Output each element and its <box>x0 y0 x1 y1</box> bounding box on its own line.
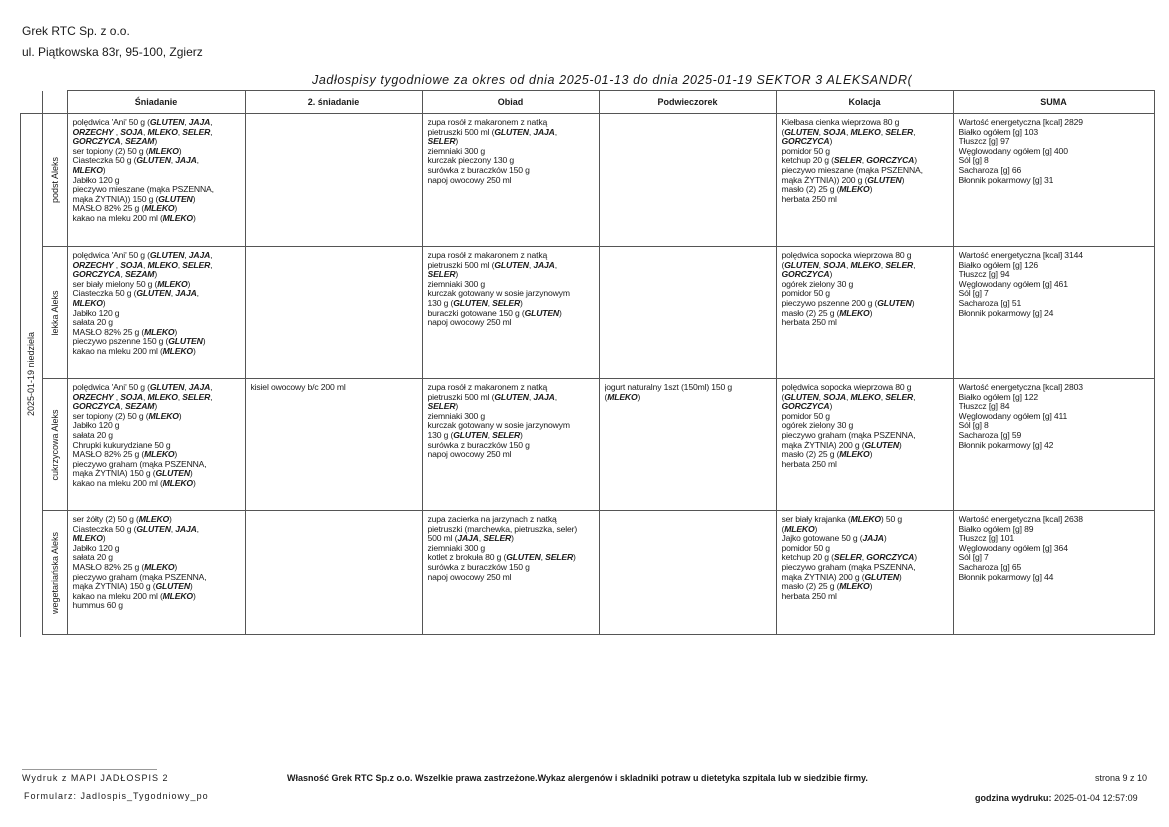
menu-item-line: (GLUTEN, SOJA, MLEKO, SELER, <box>781 392 916 402</box>
menu-item-line: zupa rosół z makaronem z natką <box>427 251 548 260</box>
menu-item-line: ziemniaki 300 g <box>427 543 485 553</box>
day-label: 2025-01-19 niedziela <box>25 332 36 417</box>
menu-item-line: pietruszki 500 ml (GLUTEN, JAJA, <box>427 392 557 402</box>
menu-item-line: Ciasteczka 50 g (GLUTEN, JAJA, <box>72 156 199 166</box>
menu-item-line: 500 ml (JAJA, SELER) <box>427 534 514 544</box>
menu-item-line: surówka z buraczków 150 g <box>427 562 530 572</box>
menu-item-line: kakao na mleku 200 ml (MLEKO) <box>72 591 196 601</box>
menu-item-line: pietruszki (marchewka, pietruszka, seler) <box>427 524 578 534</box>
menu-item-line: masło (2) 25 g (MLEKO) <box>781 450 873 460</box>
menu-item-line: pieczywo mieszane (mąka PSZENNA, <box>781 165 923 175</box>
menu-item-line: ketchup 20 g (SELER, GORCZYCA) <box>781 156 917 166</box>
menu-item-line: mąka ŻYTNIA) 200 g (GLUTEN) <box>781 440 902 450</box>
nutrition-line: Białko ogółem [g] 89 <box>958 524 1034 534</box>
menu-item-line: pieczywo graham (mąka PSZENNA, <box>72 572 207 582</box>
menu-item-line: pietruszki 500 ml (GLUTEN, JAJA, <box>427 260 557 270</box>
nutrition-line: Węglowodany ogółem [g] 411 <box>958 411 1068 421</box>
nutrition-line: Tłuszcz [g] 94 <box>958 270 1010 280</box>
cell-podwieczorek <box>599 247 776 379</box>
menu-item-line: Jabłko 120 g <box>72 175 120 185</box>
menu-item-line: polędwica sopocka wieprzowa 80 g <box>781 383 912 392</box>
menu-item-line: ser biały krajanka (MLEKO) 50 g <box>781 515 902 524</box>
menu-item-line: ziemniaki 300 g <box>427 279 485 289</box>
page-number: strona 9 z 10 <box>1095 773 1148 783</box>
menu-item-line: (GLUTEN, SOJA, MLEKO, SELER, <box>781 260 916 270</box>
menu-item-line: MLEKO) <box>72 298 106 308</box>
menu-item-line: MASŁO 82% 25 g (MLEKO) <box>72 327 178 337</box>
menu-item-line: pieczywo graham (mąka PSZENNA, <box>781 562 916 572</box>
footer-rule <box>22 769 157 770</box>
cell-obiad <box>422 114 599 247</box>
nutrition-line: Sól [g] 8 <box>958 156 989 166</box>
nutrition-line: Węglowodany ogółem [g] 364 <box>958 543 1068 553</box>
diet-label: cukrzycowa Aleks <box>49 408 60 481</box>
menu-item-line: zupa rosół z makaronem z natką <box>427 383 548 392</box>
menu-item-line: polędwica sopocka wieprzowa 80 g <box>781 251 912 260</box>
cell-sniadanie <box>67 247 245 379</box>
cell-sniadanie2 <box>245 247 422 379</box>
cell-suma <box>953 247 1154 379</box>
menu-item-line: jogurt naturalny 1szt (150ml) 150 g <box>604 383 733 392</box>
menu-item-line: MASŁO 82% 25 g (MLEKO) <box>72 204 178 214</box>
footer-printout: Wydruk z MAPI JADŁOSPIS 2 <box>22 773 169 783</box>
cell-suma <box>953 114 1154 247</box>
cell-obiad <box>422 247 599 379</box>
menu-item-line: MLEKO) <box>72 165 106 175</box>
cell-obiad <box>422 511 599 635</box>
cell-podwieczorek <box>599 511 776 635</box>
menu-item-line: kisiel owocowy b/c 200 ml <box>250 383 346 392</box>
cell-sniadanie <box>67 379 245 511</box>
menu-item-line: SELER) <box>427 270 459 280</box>
menu-item-line: GORCZYCA) <box>781 402 833 412</box>
menu-item-line: MLEKO) <box>72 534 106 544</box>
cell-sniadanie2 <box>245 379 422 511</box>
menu-item-line: ogórek zielony 30 g <box>781 421 854 431</box>
menu-item-line: mąka ŻYTNIA)) 200 g (GLUTEN) <box>781 175 905 185</box>
menu-item-line: pomidor 50 g <box>781 289 830 299</box>
col-header-obiad: Obiad <box>422 91 599 114</box>
print-time <box>975 793 1138 803</box>
menu-item-line: sałata 20 g <box>72 318 113 328</box>
cell-kolacja <box>776 511 953 635</box>
menu-item-line: herbata 250 ml <box>781 318 837 328</box>
menu-item-line: ogórek zielony 30 g <box>781 279 854 289</box>
nutrition-line: Sacharoza [g] 65 <box>958 562 1022 572</box>
footer-form: Formularz: Jadlospis_Tygodniowy_po <box>24 791 209 801</box>
diet-cell <box>42 247 67 379</box>
menu-item-line: surówka z buraczków 150 g <box>427 440 530 450</box>
nutrition-line: Sacharoza [g] 51 <box>958 298 1022 308</box>
cell-suma <box>953 511 1154 635</box>
footer-ownership: Własność Grek RTC Sp.z o.o. Wszelkie prawa zastrzeżone.Wykaz alergenów i skladniki potraw u dietetyka szpitala lub w siedzibie firmy. <box>287 773 868 783</box>
nutrition-line: Błonnik pokarmowy [g] 44 <box>958 572 1054 582</box>
diet-label: podst Aleks <box>49 156 60 204</box>
menu-item-line: Jabłko 120 g <box>72 308 120 318</box>
menu-item-line: kakao na mleku 200 ml (MLEKO) <box>72 478 196 488</box>
nutrition-line: Wartość energetyczna [kcal] 2829 <box>958 118 1083 127</box>
nutrition-line: Błonnik pokarmowy [g] 42 <box>958 440 1054 450</box>
nutrition-line: Sacharoza [g] 59 <box>958 430 1022 440</box>
menu-item-line: ketchup 20 g (SELER, GORCZYCA) <box>781 553 917 563</box>
menu-item-line: sałata 20 g <box>72 553 113 563</box>
nutrition-line: Wartość energetyczna [kcal] 2638 <box>958 515 1083 524</box>
nutrition-line: Węglowodany ogółem [g] 400 <box>958 146 1068 156</box>
nutrition-line: Sól [g] 7 <box>958 289 989 299</box>
menu-item-line: napoj owocowy 250 ml <box>427 318 512 328</box>
menu-item-line: ziemniaki 300 g <box>427 146 485 156</box>
menu-item-line: pomidor 50 g <box>781 411 830 421</box>
menu-item-line: Jajko gotowane 50 g (JAJA) <box>781 534 887 544</box>
print-time-label: godzina wydruku: <box>975 793 1052 803</box>
cell-sniadanie <box>67 511 245 635</box>
menu-item-line: napoj owocowy 250 ml <box>427 572 512 582</box>
menu-item-line: masło (2) 25 g (MLEKO) <box>781 185 873 195</box>
diet-label: wegetariańska Aleks <box>49 531 60 614</box>
diet-cell <box>42 511 67 635</box>
col-header-suma: SUMA <box>953 91 1154 114</box>
cell-sniadanie2 <box>245 511 422 635</box>
menu-item-line: mąka ŻYTNIA) 200 g (GLUTEN) <box>781 572 902 582</box>
menu-item-line: Kiełbasa cienka wieprzowa 80 g <box>781 118 900 127</box>
menu-item-line: napoj owocowy 250 ml <box>427 175 512 185</box>
menu-item-line: GORCZYCA, SEZAM) <box>72 270 158 280</box>
day-cell <box>20 114 42 635</box>
menu-item-line: MASŁO 82% 25 g (MLEKO) <box>72 562 178 572</box>
menu-item-line: pietruszki 500 ml (GLUTEN, JAJA, <box>427 127 557 137</box>
menu-item-line: SELER) <box>427 402 459 412</box>
menu-table <box>20 90 1155 635</box>
menu-item-line: kurczak gotowany w sosie jarzynowym <box>427 289 570 299</box>
menu-item-line: SELER) <box>427 137 459 147</box>
menu-item-line: polędwica 'Ani' 50 g (GLUTEN, JAJA, <box>72 251 213 260</box>
col-header-podwieczorek: Podwieczorek <box>599 91 776 114</box>
menu-item-line: ORZECHY , SOJA, MLEKO, SELER, <box>72 260 213 270</box>
menu-item-line: ser biały mielony 50 g (MLEKO) <box>72 279 191 289</box>
nutrition-line: Białko ogółem [g] 126 <box>958 260 1038 270</box>
nutrition-line: Sacharoza [g] 66 <box>958 165 1022 175</box>
menu-item-line: kotlet z brokuła 80 g (GLUTEN, SELER) <box>427 553 576 563</box>
day-border <box>20 114 21 637</box>
menu-item-line: GORCZYCA) <box>781 270 833 280</box>
menu-item-line: zupa rosół z makaronem z natką <box>427 118 548 127</box>
menu-item-line: Jabłko 120 g <box>72 421 120 431</box>
menu-item-line: polędwica 'Ani' 50 g (GLUTEN, JAJA, <box>72 383 213 392</box>
nutrition-line: Błonnik pokarmowy [g] 31 <box>958 175 1054 185</box>
col-header-2-sniadanie: 2. śniadanie <box>245 91 422 114</box>
menu-item-line: mąka ŻYTNIA) 150 g (GLUTEN) <box>72 582 193 592</box>
menu-item-line: MASŁO 82% 25 g (MLEKO) <box>72 450 178 460</box>
menu-item-line: herbata 250 ml <box>781 591 837 601</box>
menu-item-line: pieczywo mieszane (mąka PSZENNA, <box>72 185 214 195</box>
nutrition-line: Węglowodany ogółem [g] 461 <box>958 279 1068 289</box>
nutrition-line: Tłuszcz [g] 84 <box>958 402 1010 412</box>
menu-item-line: ORZECHY , SOJA, MLEKO, SELER, <box>72 127 213 137</box>
menu-item-line: ser żółty (2) 50 g (MLEKO) <box>72 515 172 524</box>
menu-item-line: ser topiony (2) 50 g (MLEKO) <box>72 411 182 421</box>
nutrition-line: Białko ogółem [g] 122 <box>958 392 1038 402</box>
nutrition-line: Tłuszcz [g] 101 <box>958 534 1015 544</box>
menu-item-line: (MLEKO) <box>604 392 641 402</box>
menu-item-line: pieczywo graham (mąka PSZENNA, <box>72 459 207 469</box>
diet-cell <box>42 114 67 247</box>
menu-item-line: mąka ŻYTNIA) 150 g (GLUTEN) <box>72 469 193 479</box>
menu-item-line: 130 g (GLUTEN, SELER) <box>427 298 523 308</box>
cell-kolacja <box>776 379 953 511</box>
table-row <box>20 247 1154 379</box>
company-address: ul. Piątkowska 83r, 95-100, Zgierz <box>22 45 203 59</box>
menu-item-line: kakao na mleku 200 ml (MLEKO) <box>72 213 196 223</box>
menu-item-line: 130 g (GLUTEN, SELER) <box>427 430 523 440</box>
menu-item-line: pieczywo graham (mąka PSZENNA, <box>781 430 916 440</box>
cell-obiad <box>422 379 599 511</box>
menu-item-line: GORCZYCA) <box>781 137 833 147</box>
diet-cell <box>42 379 67 511</box>
menu-item-line: pomidor 50 g <box>781 146 830 156</box>
menu-item-line: Jabłko 120 g <box>72 543 120 553</box>
menu-item-line: Chrupki kukurydziane 50 g <box>72 440 171 450</box>
cell-kolacja <box>776 247 953 379</box>
menu-item-line: pieczywo pszenne 150 g (GLUTEN) <box>72 337 206 347</box>
menu-item-line: ORZECHY , SOJA, MLEKO, SELER, <box>72 392 213 402</box>
nutrition-line: Sól [g] 7 <box>958 553 989 563</box>
menu-item-line: GORCZYCA, SEZAM) <box>72 137 158 147</box>
print-time-value: 2025-01-04 12:57:09 <box>1054 793 1138 803</box>
col-header-kolacja: Kolacja <box>776 91 953 114</box>
cell-sniadanie <box>67 114 245 247</box>
menu-item-line: GORCZYCA, SEZAM) <box>72 402 158 412</box>
menu-item-line: kurczak gotowany w sosie jarzynowym <box>427 421 570 431</box>
menu-item-line: herbata 250 ml <box>781 194 837 204</box>
menu-item-line: Ciasteczka 50 g (GLUTEN, JAJA, <box>72 289 199 299</box>
col-header-sniadanie: Śniadanie <box>67 91 245 114</box>
menu-item-line: masło (2) 25 g (MLEKO) <box>781 308 873 318</box>
diet-label: lekka Aleks <box>49 289 60 336</box>
menu-item-line: (MLEKO) <box>781 524 818 534</box>
menu-item-line: buraczki gotowane 150 g (GLUTEN) <box>427 308 562 318</box>
table-row <box>20 511 1154 635</box>
cell-suma <box>953 379 1154 511</box>
document-title: Jadłospisy tygodniowe za okres od dnia 2025-01-13 do dnia 2025-01-19 SEKTOR 3 ALEKSANDR( <box>312 73 912 87</box>
nutrition-line: Wartość energetyczna [kcal] 2803 <box>958 383 1083 392</box>
table-row <box>20 114 1154 247</box>
nutrition-line: Błonnik pokarmowy [g] 24 <box>958 308 1054 318</box>
nutrition-line: Tłuszcz [g] 97 <box>958 137 1010 147</box>
menu-item-line: ziemniaki 300 g <box>427 411 485 421</box>
menu-item-line: napoj owocowy 250 ml <box>427 450 512 460</box>
cell-podwieczorek <box>599 114 776 247</box>
menu-item-line: zupa zacierka na jarzynach z natką <box>427 515 557 524</box>
menu-item-line: herbata 250 ml <box>781 459 837 469</box>
menu-item-line: Ciasteczka 50 g (GLUTEN, JAJA, <box>72 524 199 534</box>
menu-item-line: polędwica 'Ani' 50 g (GLUTEN, JAJA, <box>72 118 213 127</box>
table-row <box>20 379 1154 511</box>
cell-podwieczorek <box>599 379 776 511</box>
menu-item-line: mąka ŻYTNIA)) 150 g (GLUTEN) <box>72 194 196 204</box>
menu-item-line: masło (2) 25 g (MLEKO) <box>781 582 873 592</box>
menu-item-line: pomidor 50 g <box>781 543 830 553</box>
menu-item-line: surówka z buraczków 150 g <box>427 165 530 175</box>
menu-item-line: hummus 60 g <box>72 601 123 611</box>
menu-item-line: kakao na mleku 200 ml (MLEKO) <box>72 346 196 356</box>
cell-kolacja <box>776 114 953 247</box>
menu-item-line: sałata 20 g <box>72 430 113 440</box>
menu-item-line: (GLUTEN, SOJA, MLEKO, SELER, <box>781 127 916 137</box>
nutrition-line: Białko ogółem [g] 103 <box>958 127 1038 137</box>
header-row <box>20 91 1154 114</box>
cell-sniadanie2 <box>245 114 422 247</box>
menu-item-line: ser topiony (2) 50 g (MLEKO) <box>72 146 182 156</box>
menu-item-line: pieczywo pszenne 200 g (GLUTEN) <box>781 298 915 308</box>
company-name: Grek RTC Sp. z o.o. <box>22 24 130 38</box>
nutrition-line: Sól [g] 8 <box>958 421 989 431</box>
menu-item-line: kurczak pieczony 130 g <box>427 156 515 166</box>
nutrition-line: Wartość energetyczna [kcal] 3144 <box>958 251 1083 260</box>
